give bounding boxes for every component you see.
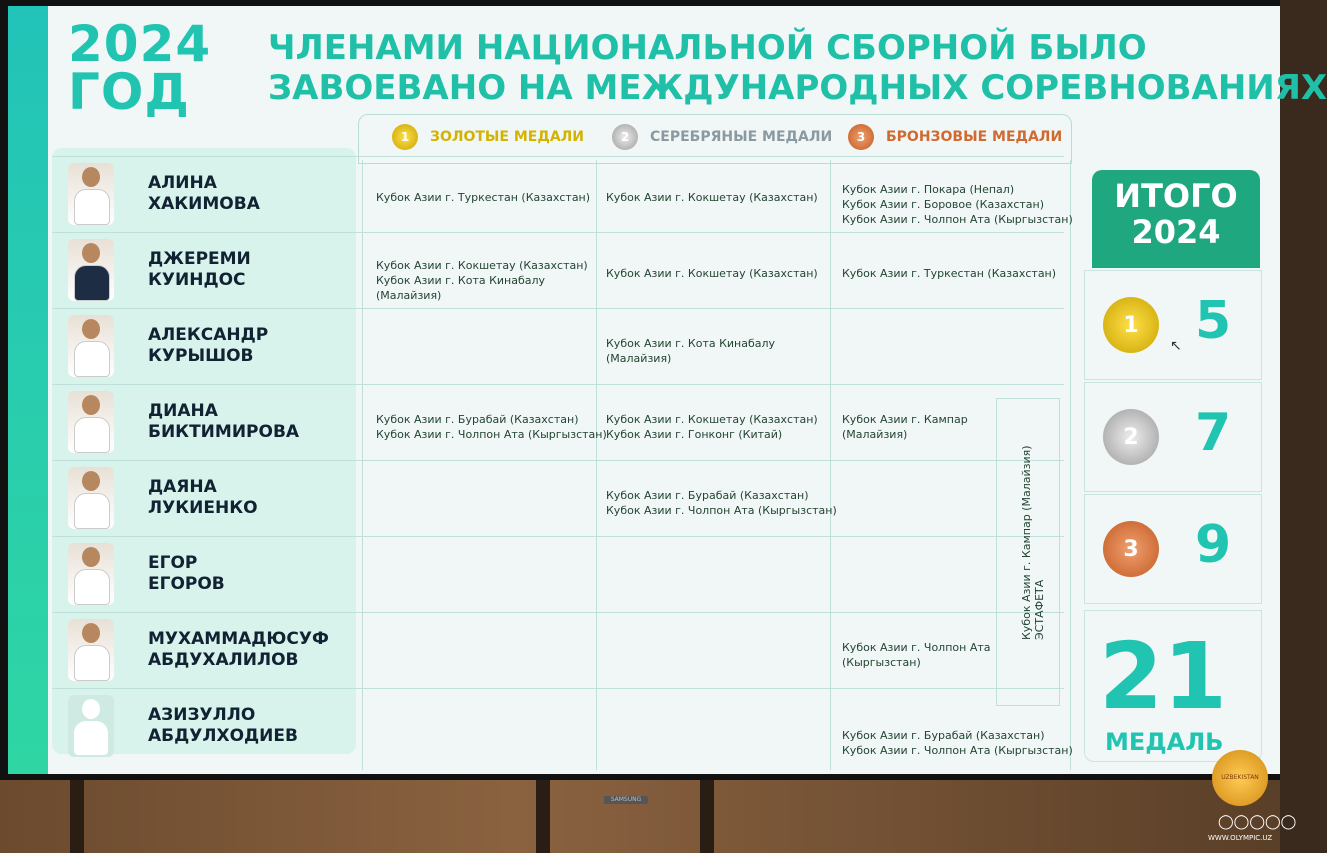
bronze-total-row bbox=[1084, 494, 1262, 604]
wall-background bbox=[0, 780, 1280, 853]
athlete-last-name: ЛУКИЕНКО bbox=[148, 498, 258, 518]
athlete-name bbox=[148, 629, 329, 671]
bronze-medal-cell bbox=[842, 182, 1073, 227]
silver-medal-cell bbox=[606, 336, 775, 366]
tv-brand-logo: SAMSUNG bbox=[604, 796, 648, 804]
athlete-row bbox=[52, 308, 1064, 383]
totals-header bbox=[1092, 170, 1260, 268]
athlete-name bbox=[148, 477, 258, 519]
athlete-first-name: АЛИНА bbox=[148, 173, 217, 193]
olympic-committee-emblem bbox=[1208, 746, 1297, 846]
gold-medal-cell bbox=[376, 258, 588, 303]
bronze-event: Кубок Азии г. Боровое (Казахстан) bbox=[842, 198, 1045, 211]
gold-column-header bbox=[392, 118, 584, 156]
athlete-name bbox=[148, 553, 225, 595]
athlete-name bbox=[148, 325, 268, 367]
silver-total-count: 7 bbox=[1195, 403, 1232, 463]
gold-event: Кубок Азии г. Кокшетау (Казахстан) bbox=[376, 259, 588, 272]
athlete-first-name: ДЖЕРЕМИ bbox=[148, 249, 251, 269]
athlete-last-name: КУИНДОС bbox=[148, 270, 246, 290]
athlete-first-name: ДИАНА bbox=[148, 401, 218, 421]
silver-event: Кубок Азии г. Бурабай (Казахстан) bbox=[606, 489, 809, 502]
gold-event: Кубок Азии г. Кота Кинабалу bbox=[376, 274, 546, 287]
silver-event: Кубок Азии г. Кокшетау (Казахстан) bbox=[606, 413, 818, 426]
silver-event: Кубок Азии г. Гонконг (Китай) bbox=[606, 428, 783, 441]
title-line-1: ЧЛЕНАМИ НАЦИОНАЛЬНОЙ СБОРНОЙ БЫЛО bbox=[268, 28, 1147, 68]
athlete-last-name: КУРЫШОВ bbox=[148, 346, 254, 366]
avatar bbox=[68, 543, 114, 605]
avatar bbox=[68, 391, 114, 453]
silver-column-label: СЕРЕБРЯНЫЕ МЕДАЛИ bbox=[650, 129, 833, 145]
bronze-event: Кубок Азии г. Чолпон Ата (Кыргызстан) bbox=[842, 744, 1073, 757]
emblem-website: WWW.OLYMPIC.UZ bbox=[1208, 834, 1273, 842]
bronze-medal-cell bbox=[842, 728, 1073, 758]
eagle-emblem-icon: UZBEKISTAN bbox=[1212, 750, 1268, 806]
bronze-medal-icon: 3 bbox=[1103, 521, 1159, 577]
athlete-first-name: ЕГОР bbox=[148, 553, 198, 573]
athlete-last-name: БИКТИМИРОВА bbox=[148, 422, 300, 442]
bronze-event: Кубок Азии г. Чолпон Ата (Кыргызстан) bbox=[842, 213, 1073, 226]
silver-event: Кубок Азии г. Чолпон Ата (Кыргызстан) bbox=[606, 504, 837, 517]
athlete-first-name: АЛЕКСАНДР bbox=[148, 325, 269, 345]
gold-event: (Малайзия) bbox=[376, 289, 442, 302]
bronze-event: Кубок Азии г. Бурабай (Казахстан) bbox=[842, 729, 1045, 742]
avatar bbox=[68, 239, 114, 301]
column-divider bbox=[1070, 160, 1071, 770]
athlete-name bbox=[148, 173, 260, 215]
totals-year: 2024 bbox=[1131, 213, 1221, 251]
athlete-row bbox=[52, 536, 1064, 611]
bronze-event: (Кыргызстан) bbox=[842, 656, 921, 669]
bronze-event: Кубок Азии г. Туркестан (Казахстан) bbox=[842, 267, 1057, 280]
gold-total-row bbox=[1084, 270, 1262, 380]
bronze-column-header bbox=[848, 118, 1062, 156]
totals-title: ИТОГО bbox=[1114, 177, 1238, 215]
silver-medal-cell bbox=[606, 190, 818, 205]
silver-event: Кубок Азии г. Кокшетау (Казахстан) bbox=[606, 191, 818, 204]
olympic-rings-icon: ◯◯◯◯◯ bbox=[1218, 814, 1297, 830]
bronze-column-label: БРОНЗОВЫЕ МЕДАЛИ bbox=[886, 129, 1063, 145]
gold-total-count: 5 bbox=[1195, 291, 1232, 351]
mouse-cursor-icon: ↖ bbox=[1170, 338, 1182, 354]
athlete-last-name: АБДУХАЛИЛОВ bbox=[148, 650, 299, 670]
relay-label: ЭСТАФЕТА bbox=[1033, 579, 1046, 640]
avatar bbox=[68, 619, 114, 681]
page-title bbox=[268, 28, 1327, 108]
silver-column-header bbox=[612, 118, 832, 156]
silver-medal-cell bbox=[606, 266, 818, 281]
athlete-last-name: ХАКИМОВА bbox=[148, 194, 260, 214]
bronze-medal-cell bbox=[842, 640, 991, 670]
totals-panel bbox=[1084, 170, 1264, 768]
grand-total-label: МЕДАЛЬ bbox=[1105, 728, 1224, 756]
silver-medal-cell bbox=[606, 412, 818, 442]
brand-bar bbox=[8, 6, 48, 774]
relay-text bbox=[1020, 445, 1046, 640]
silver-event: Кубок Азии г. Кота Кинабалу bbox=[606, 337, 776, 350]
bronze-event: Кубок Азии г. Кампар bbox=[842, 413, 968, 426]
avatar bbox=[68, 163, 114, 225]
bronze-event: (Малайзия) bbox=[842, 428, 908, 441]
athlete-row bbox=[52, 460, 1064, 535]
silver-event: Кубок Азии г. Кокшетау (Казахстан) bbox=[606, 267, 818, 280]
athlete-first-name: ДАЯНА bbox=[148, 477, 217, 497]
silver-medal-icon: 2 bbox=[1103, 409, 1159, 465]
grand-total bbox=[1084, 610, 1262, 762]
avatar-placeholder-icon bbox=[68, 695, 114, 757]
silver-event: (Малайзия) bbox=[606, 352, 672, 365]
athlete-last-name: ЕГОРОВ bbox=[148, 574, 225, 594]
gold-event: Кубок Азии г. Чолпон Ата (Кыргызстан) bbox=[376, 428, 607, 441]
athlete-first-name: МУХАММАДЮСУФ bbox=[148, 629, 329, 649]
year-number: 2024 bbox=[68, 15, 212, 73]
bronze-event: Кубок Азии г. Покара (Непал) bbox=[842, 183, 1015, 196]
athlete-name bbox=[148, 401, 299, 443]
title-line-2: ЗАВОЕВАНО НА МЕЖДУНАРОДНЫХ СОРЕВНОВАНИЯХ bbox=[268, 68, 1327, 108]
gold-medal-cell bbox=[376, 190, 590, 205]
year-heading bbox=[68, 15, 212, 121]
bronze-medal-cell bbox=[842, 266, 1056, 281]
gold-medal-cell bbox=[376, 412, 607, 442]
bronze-medal-icon: 3 bbox=[848, 124, 874, 150]
athlete-name bbox=[148, 249, 251, 291]
bronze-event: Кубок Азии г. Чолпон Ата bbox=[842, 641, 991, 654]
athlete-first-name: АЗИЗУЛЛО bbox=[148, 705, 256, 725]
gold-event: Кубок Азии г. Туркестан (Казахстан) bbox=[376, 191, 591, 204]
bronze-total-count: 9 bbox=[1195, 515, 1232, 575]
athlete-name bbox=[148, 705, 298, 747]
gold-medal-icon: 1 bbox=[392, 124, 418, 150]
gold-column-label: ЗОЛОТЫЕ МЕДАЛИ bbox=[430, 129, 585, 145]
gold-event: Кубок Азии г. Бурабай (Казахстан) bbox=[376, 413, 579, 426]
silver-total-row bbox=[1084, 382, 1262, 492]
silver-medal-icon: 2 bbox=[612, 124, 638, 150]
avatar bbox=[68, 315, 114, 377]
avatar bbox=[68, 467, 114, 529]
athlete-last-name: АБДУЛХОДИЕВ bbox=[148, 726, 298, 746]
silver-medal-cell bbox=[606, 488, 837, 518]
relay-event: Кубок Азии г. Кампар (Малайзия) bbox=[1020, 445, 1033, 640]
year-word: ГОД bbox=[68, 63, 190, 121]
gold-medal-icon: 1 bbox=[1103, 297, 1159, 353]
bronze-medal-cell bbox=[842, 412, 968, 442]
grand-total-count: 21 bbox=[1099, 623, 1228, 730]
